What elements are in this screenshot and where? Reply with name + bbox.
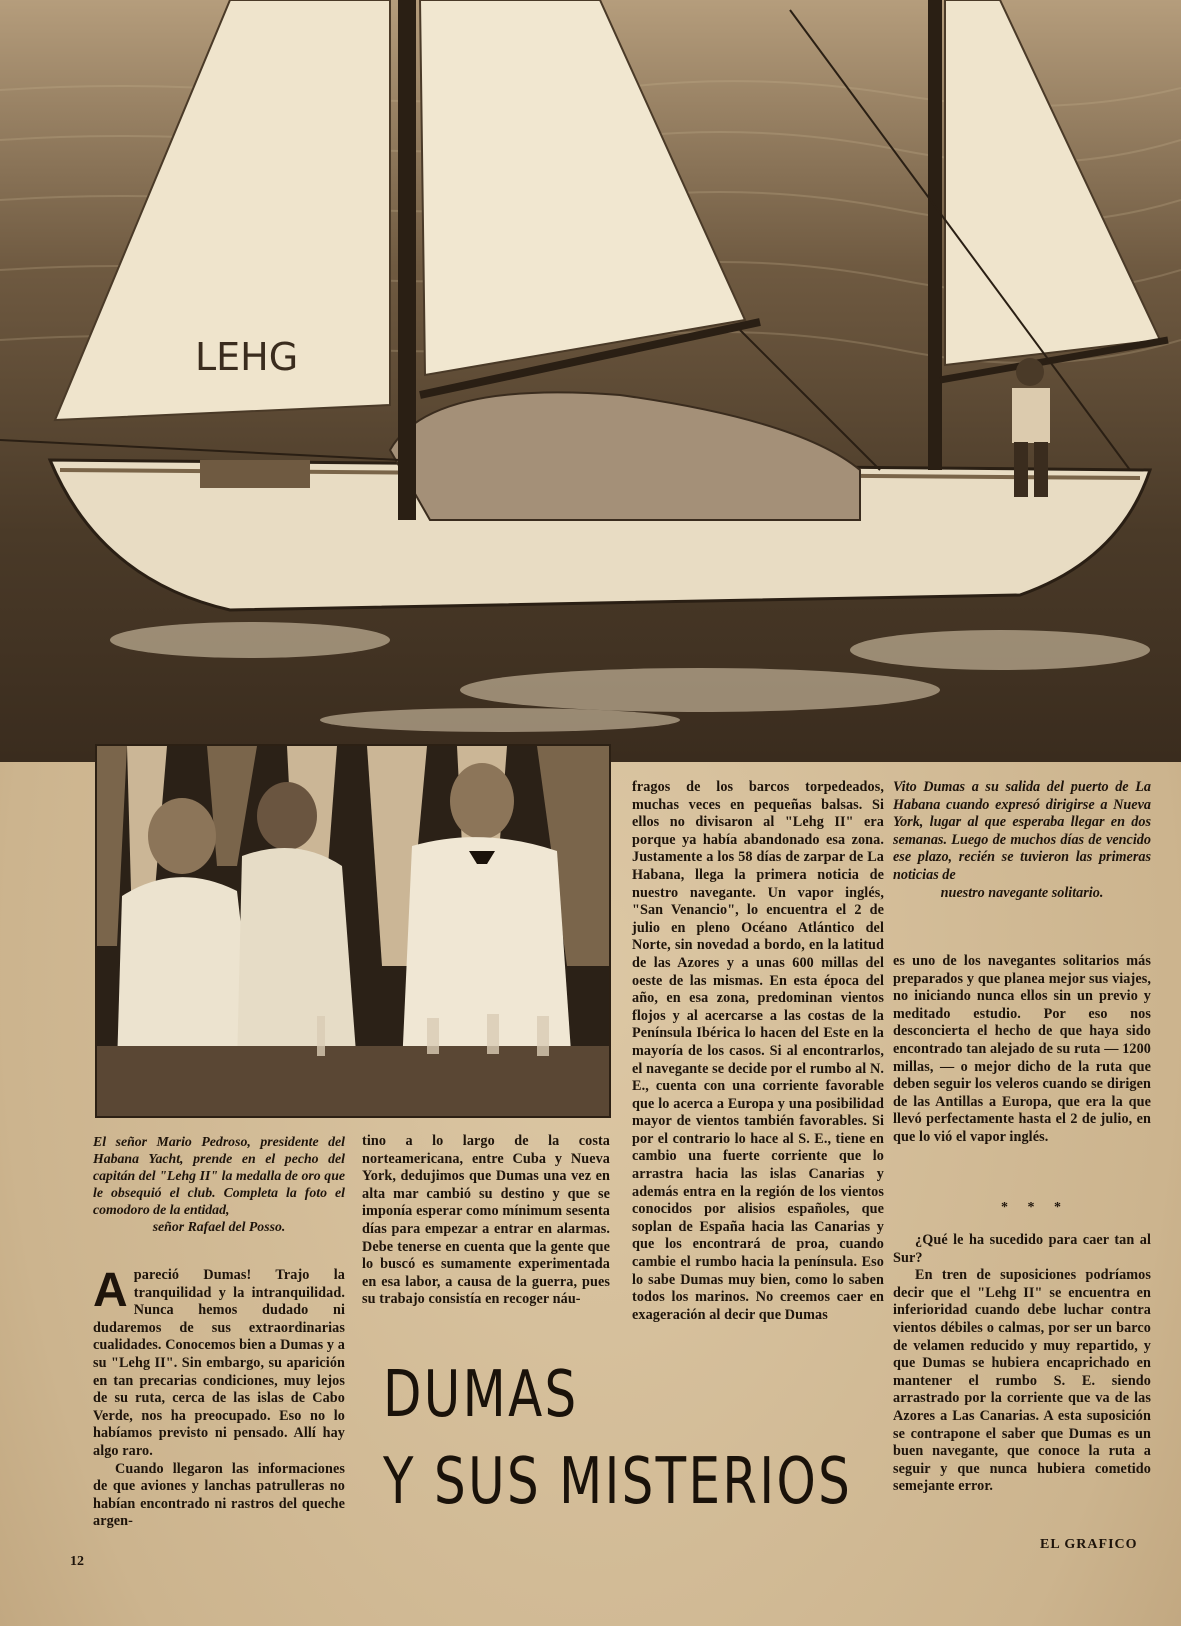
article-title-line-2: Y SUS MISTERIOS — [383, 1445, 853, 1519]
article-column-3 — [632, 779, 884, 1324]
banquet-photo — [95, 744, 611, 1118]
sail-emblem: LEHG — [195, 335, 299, 379]
article-column-1 — [93, 1264, 345, 1531]
article-column-2 — [362, 1133, 610, 1309]
drop-cap: A — [93, 1264, 128, 1317]
article-column-4 — [893, 953, 1151, 1147]
vito-caption-last: nuestro navegante solitario. — [940, 884, 1104, 901]
article-question: ¿Qué le ha sucedido para caer tan al Sur? — [893, 1232, 1151, 1266]
article-title-line-1: DUMAS — [383, 1358, 579, 1432]
sailboat-photo — [0, 0, 1181, 762]
article-paragraph: fragos de los barcos torpedeados, muchas veces en pequeñas balsas. Si ellos no divisaron al "Lehg II" era porque ya había abandonado esa zona. Justamente a los 58 días de zarpar de La Habana, llega la primera noticia de nuestro navegante. Un vapor inglés, "San Venancio", lo encuentra el 2 de julio en pleno Océano Atlántico del Norte, sin novedad a bordo, en la latitud de las Azores y a unas 600 millas del oeste de las mismas. En esta época del año, en esa zona, predominan vientos flojos y al acercarse a las costas de la Península Ibérica lo hacen del Este en la mayoría de los casos. Si al encontrarlos, el navegante se decide por el rumbo al N. E., cuenta con una corriente favorable que lo acerca a Europa y una posibilidad mayor de vientos también favorables. Si por el contrario lo hace al S. E., tiene en cambio una fuerte corriente que lo arrastra hacia las islas Canarias y además entra en la región de los vientos conocidos por alisios españoles, que soplan de España hacia las Canarias y que los encontrará de proa, cuando cambie el rumbo hacia la península. Eso lo sabe Dumas muy bien, como lo saben todos los marinos. No creemos caer en exageración al decir que Dumas — [632, 779, 884, 1323]
vito-caption: Vito Dumas a su salida del puerto de La Habana cuando expresó dirigirse a Nueva York, lugar al que esperaba llegar en dos semanas. Luego de muchos días de vencido ese plazo, recién se tuvieron las primeras noticias de nuestro navegante solitario. — [893, 779, 1151, 901]
caption-last-line: señor Rafael del Posso. — [152, 1219, 286, 1234]
page-number: 12 — [70, 1554, 84, 1569]
article-paragraph: En tren de suposiciones podríamos decir que el "Lehg II" se encuentra en inferioridad cuando debe luchar contra vientos débiles o calmas, por ser un barco de velamen reducido y muy repartido, y que Dumas se hubiera encaprichado en mantener el rumbo S. E. siendo arrastrado por la corriente que va de las Azores a Las Canarias. A esta suposición se contrapone el saber que Dumas es un buen navegante, que conoce la ruta a seguir y que nunca hubiera cometido semejante error. — [893, 1267, 1151, 1495]
caption-text: El señor Mario Pedroso, presidente del Habana Yacht, prende en el pecho del capitán del "Lehg II" la medalla de oro que le obsequió el club. Completa la foto el comodoro de la entidad, — [93, 1134, 345, 1217]
article-paragraph: Cuando llegaron las informaciones de que aviones y lanchas patrulleras no habían encontrado ni rastros del queche argen- — [93, 1460, 345, 1530]
section-divider: * * * — [1001, 1200, 1069, 1215]
photo-caption — [93, 1133, 345, 1235]
article-paragraph: tino a lo largo de la costa norteamericana, entre Cuba y Nueva York, dedujimos que Dumas una vez en alta mar cambió su destino y que se imponía esperar como mínimum sesenta días para empezar a entrar en alarmas. Debe tenerse en cuenta que la gente que lo buscó es sumamente experimentada en esa labor, a causa de la guerra, pues su trabajo consistía en recoger náu- — [362, 1133, 610, 1308]
article-column-4-bottom — [893, 1232, 1151, 1496]
article-opening: Apareció Dumas! Trajo la tranquilidad y la intranquilidad. Nunca hemos dudado ni dudaremos de sus extraordinarias cualidades. Conocemos bien a Dumas y a su "Lehg II". Sin embargo, su aparición en tan precarias condiciones, muy lejos de su ruta, cerca de las islas de Cabo Verde, nos ha preocupado. Eso no lo habíamos previsto ni pensado. Allí hay algo raro. — [93, 1264, 345, 1459]
article-paragraph: es uno de los navegantes solitarios más preparados y que planea mejor sus viajes, no iniciando nunca ellos sin un previo y meditado estudio. Por eso nos desconcierta el hecho de que haya sido encontrado tan alejado de su ruta — 1200 millas, — o mejor dicho de la ruta que deben seguir los veleros cuando se dirigen de las Antillas a Europa, que era la que llevó perfectamente hasta el 2 de julio, en que lo vió el vapor inglés. — [893, 953, 1151, 1145]
magazine-name: EL GRAFICO — [1040, 1537, 1138, 1552]
